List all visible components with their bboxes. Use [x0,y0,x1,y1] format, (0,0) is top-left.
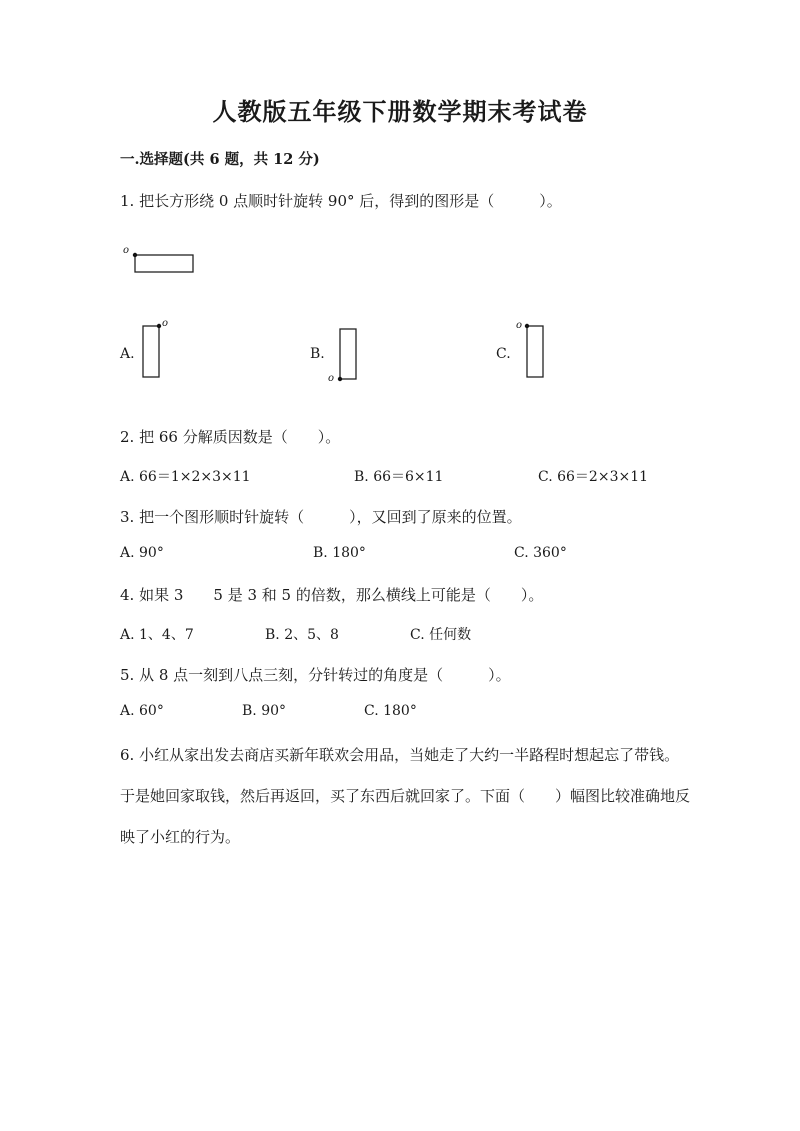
point-o [338,377,342,381]
q4-option-c: C. 任何数 [410,627,472,643]
q5-option-b: B. 90° [242,703,287,719]
q4-option-a: A. 1、4、7 [120,627,194,643]
q1-option-a-label: A. [120,346,135,362]
page-title: 人教版五年级下册数学期末考试卷 [212,97,588,126]
q2-option-c: C. 66＝2×3×11 [538,469,649,485]
q4-option-b: B. 2、5、8 [265,627,339,643]
q2-option-a: A. 66＝1×2×3×11 [120,469,251,485]
original-rectangle [135,255,193,272]
q1-option-c-rectangle [527,326,543,377]
q5-option-a: A. 60° [120,703,164,719]
section-heading: 一.选择题(共 6 题，共 12 分) [120,151,320,168]
point-o [133,253,137,257]
point-o-label: o [328,373,335,384]
point-o-label: o [123,245,130,256]
question-4-text: 4. 如果 3 5 是 3 和 5 的倍数，那么横线上可能是（ ）。 [120,586,544,604]
question-6-text: 6. 小红从家出发去商店买新年联欢会用品，当她走了大约一半路程时想起忘了带钱。于是她回家取钱，然后再返回，买了东西后就回家了。下面（ ）幅图比较准确地反映了小红的行为。 [120,746,691,846]
q3-option-c: C. 360° [514,545,567,561]
q1-option-a-figure [138,316,178,384]
question-3-text: 3. 把一个图形顺时针旋转（ ），又回到了原来的位置。 [120,508,522,526]
point-o [525,324,529,328]
point-o-label: o [516,320,523,331]
question-2-text: 2. 把 66 分解质因数是（ ）。 [120,428,341,446]
q2-option-b: B. 66＝6×11 [354,469,444,485]
q1-option-b-label: B. [310,346,325,362]
q1-option-c-figure [512,316,552,384]
q1-option-c-label: C. [496,346,511,362]
q5-option-c: C. 180° [364,703,417,719]
q3-option-a: A. 90° [120,545,164,561]
q1-option-a-rectangle [143,326,159,377]
question-5-text: 5. 从 8 点一刻到八点三刻，分针转过的角度是（ ）。 [120,666,511,684]
q1-option-b-figure [325,322,365,386]
question-1-text: 1. 把长方形绕 0 点顺时针旋转 90° 后，得到的图形是（ ）。 [120,192,562,210]
point-o-label: o [162,318,169,329]
original-rectangle-figure [118,238,208,278]
q1-option-b-rectangle [340,329,356,379]
point-o [157,324,161,328]
q3-option-b: B. 180° [313,545,366,561]
